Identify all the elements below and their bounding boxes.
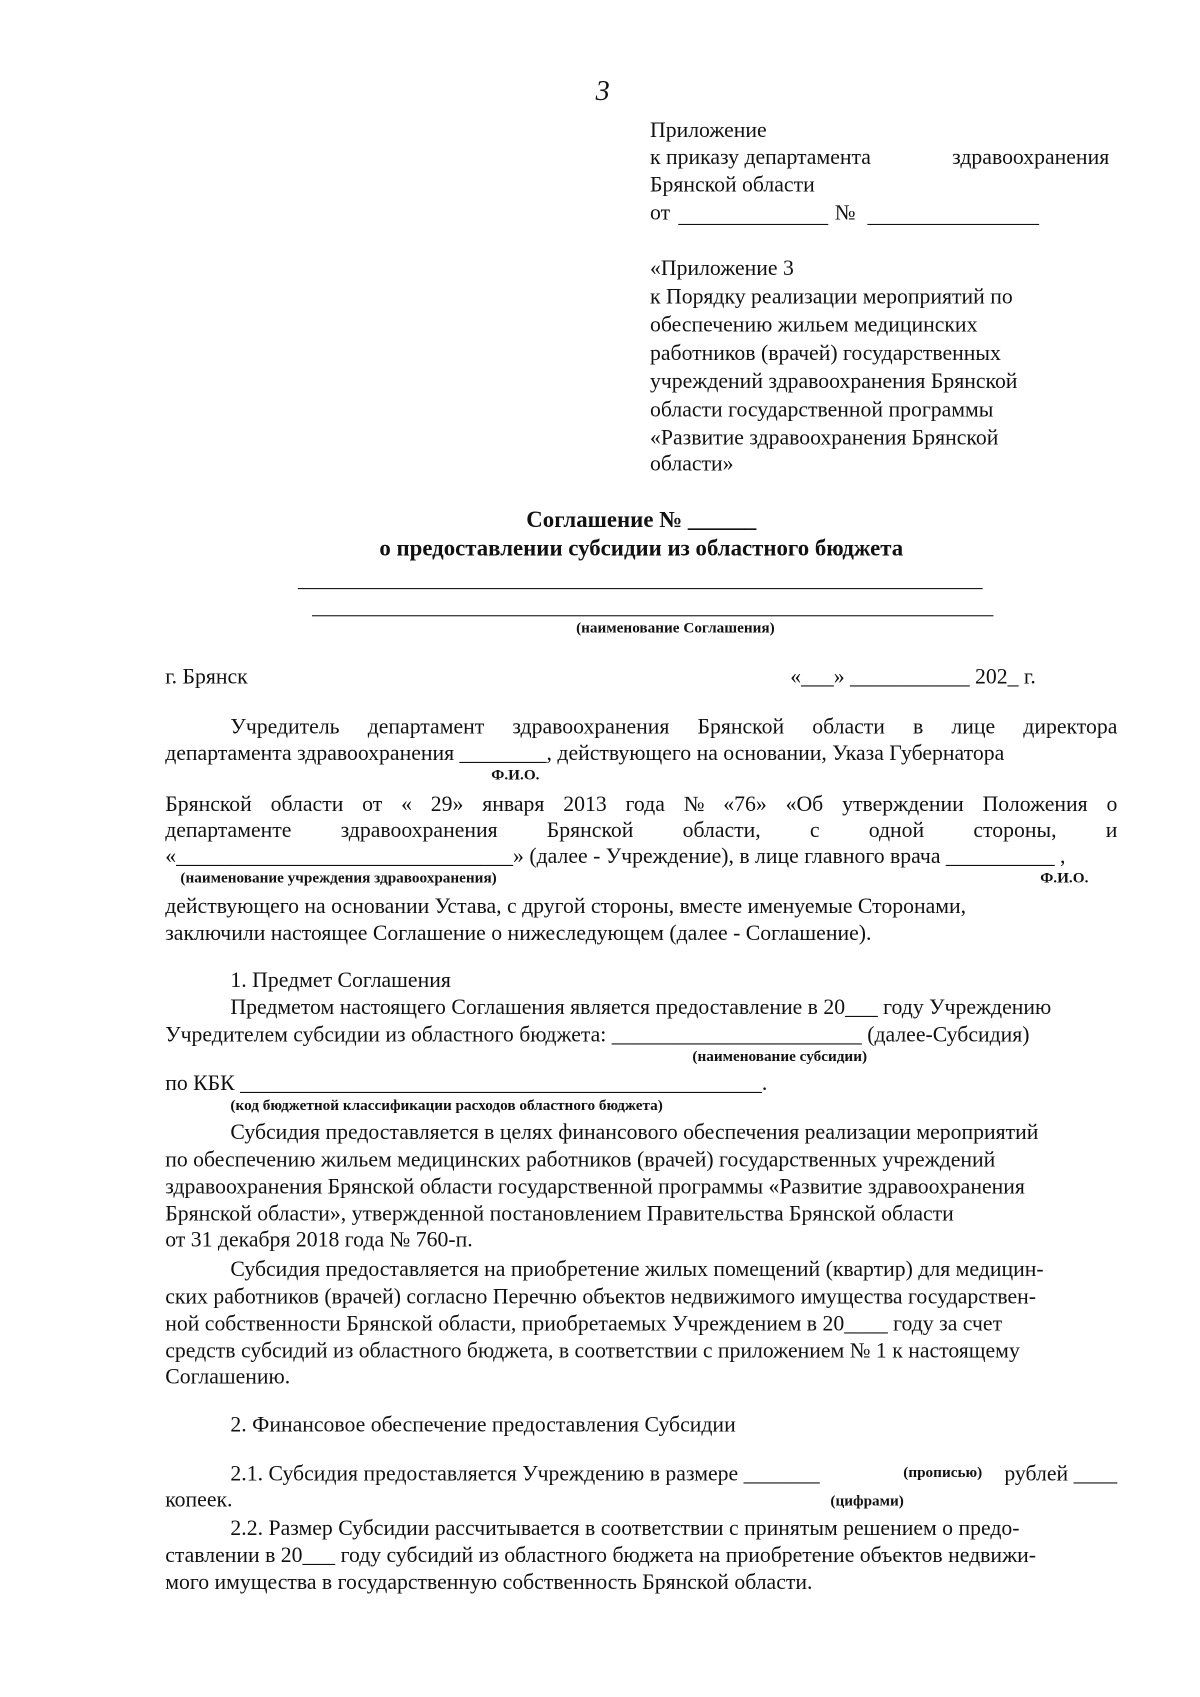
word: Брянской <box>546 818 634 843</box>
appendix3-line: «Приложение 3 <box>650 256 794 281</box>
word: Учредитель <box>230 715 340 740</box>
word: Положения <box>982 792 1088 817</box>
appendix3-line: области государственной программы <box>650 397 994 422</box>
intro-line: департамента здравоохранения ________, действующего на основании, Указа Губернатора <box>165 741 1005 766</box>
institution-caption: (наименование учреждения здравоохранения) <box>180 870 497 887</box>
section1-line: ной собственности Брянской области, приобретаемых Учреждением в 20____ году за счет <box>165 1311 1003 1336</box>
word: «Об <box>785 792 824 817</box>
digits-caption: (цифрами) <box>830 1493 904 1510</box>
section1-line: здравоохранения Брянской области государственной программы «Развитие здравоохранения <box>165 1175 1025 1199</box>
section1-line: Учредителем субсидии из областного бюджета: _______________________ (далее-Субсидия) <box>165 1022 1030 1047</box>
intro-line <box>165 817 1117 843</box>
appendix3-line: области» <box>650 452 734 477</box>
intro-line <box>230 714 1117 740</box>
word: здравоохранения <box>512 715 670 740</box>
word: о <box>1106 792 1118 817</box>
page-number: 3 <box>595 75 610 107</box>
word: «76» <box>723 792 767 817</box>
word: и <box>1105 818 1118 843</box>
to-order-right: здравоохранения <box>952 145 1110 170</box>
word: области <box>270 792 344 817</box>
number-sign: № <box>834 201 856 226</box>
intro-line: «_______________________________» (далее - Учреждение), в лице главного врача __________ , <box>165 844 1066 869</box>
word: « <box>401 792 412 817</box>
appendix-label: Приложение <box>650 118 767 143</box>
section1-line: Субсидия предоставляется в целях финансового обеспечения реализации мероприятий <box>230 1120 1039 1145</box>
section1-line: Соглашению. <box>165 1365 291 1390</box>
fio-caption: Ф.И.О. <box>491 767 540 784</box>
word: департамент <box>367 715 485 740</box>
section2-line: ставлении в 20___ году субсидий из областного бюджета на приобретение объектов недвижи- <box>165 1543 1036 1568</box>
section2-line: мого имущества в государственную собственность Брянской области. <box>165 1570 813 1595</box>
region: Брянской области <box>650 172 815 197</box>
section1-line: ских работников (врачей) согласно Перечню объектов недвижимого имущества государствен- <box>165 1284 1037 1309</box>
word: области <box>812 715 885 740</box>
appendix3-line: к Порядку реализации мероприятий по <box>650 284 1013 309</box>
word: стороны, <box>973 818 1057 843</box>
word: области, <box>682 818 761 843</box>
section2-heading: 2. Финансовое обеспечение предоставления Субсидии <box>230 1413 736 1437</box>
kbk-caption: (код бюджетной классификации расходов областного бюджета) <box>230 1097 663 1115</box>
section1-line: Предметом настоящего Соглашения является предоставление в 20___ году Учреждению <box>230 995 1052 1020</box>
word: директора <box>1023 715 1118 740</box>
city: г. Брянск <box>165 665 248 690</box>
agreement-date: «___» ___________ 202_ г. <box>790 665 1036 690</box>
word: № <box>683 792 705 817</box>
agreement-subtitle: о предоставлении субсидии из областного бюджета <box>379 534 904 561</box>
word: Брянской <box>165 792 252 817</box>
appendix3-line: обеспечению жильем медицинских <box>650 313 978 337</box>
word: одной <box>868 818 925 843</box>
subsidy-caption: (наименование субсидии) <box>692 1048 868 1066</box>
intro-line: действующего на основании Устава, с другой стороны, вместе именуемые Сторонами, <box>165 894 967 919</box>
words-caption: (прописью) <box>903 1465 983 1482</box>
word: Брянской <box>697 715 785 740</box>
section1-line: Субсидия предоставляется на приобретение жилых помещений (квартир) для медицин- <box>230 1257 1044 1282</box>
section1-heading: 1. Предмет Соглашения <box>230 968 451 993</box>
section1-line: средств субсидий из областного бюджета, в соответствии с приложением № 1 к настоящему <box>165 1339 1020 1364</box>
date-blank <box>678 224 828 225</box>
to-order-left: к приказу департамента <box>650 145 871 170</box>
word: 29» <box>430 792 464 817</box>
word: от <box>362 792 383 817</box>
kbk-line: по КБК ________________________________________________. <box>165 1071 768 1096</box>
agreement-name-caption: (наименование Соглашения) <box>576 620 775 637</box>
word: 2013 <box>563 792 607 817</box>
agreement-name-line <box>312 615 994 616</box>
agreement-title: Соглашение № ______ <box>526 506 757 533</box>
word: лице <box>951 715 996 740</box>
word: года <box>625 792 665 817</box>
from-label: от <box>650 201 671 226</box>
appendix3-line: учреждений здравоохранения Брянской <box>650 369 1018 394</box>
intro-line: заключили настоящее Соглашение о нижеследующем (далее - Соглашение). <box>165 921 872 946</box>
agreement-name-line <box>298 588 983 589</box>
word: здравоохранения <box>340 818 498 843</box>
intro-line <box>165 791 1117 817</box>
appendix3-line: работников (врачей) государственных <box>650 341 1001 366</box>
word: января <box>482 792 545 817</box>
word: утверждении <box>842 792 964 817</box>
word: в <box>912 715 924 740</box>
section1-line: Брянской области», утвержденной постановлением Правительства Брянской области <box>165 1202 954 1227</box>
section2-line: 2.2. Размер Субсидии рассчитывается в соответствии с принятым решением о предо- <box>230 1516 1020 1541</box>
appendix3-line: «Развитие здравоохранения Брянской <box>650 426 999 451</box>
fio-caption: Ф.И.О. <box>1040 870 1089 887</box>
section2-line: копеек. <box>165 1488 233 1512</box>
section2-line: 2.1. Субсидия предоставляется Учреждению в размере _______ <box>230 1461 820 1486</box>
number-blank <box>867 224 1039 225</box>
word: департаменте <box>165 818 292 843</box>
section2-line: рублей ____ <box>1004 1461 1118 1486</box>
section1-line: от 31 декабря 2018 года № 760-п. <box>165 1228 473 1253</box>
word: с <box>809 818 820 843</box>
section1-line: по обеспечению жильем медицинских работников (врачей) государственных учреждений <box>165 1147 996 1172</box>
